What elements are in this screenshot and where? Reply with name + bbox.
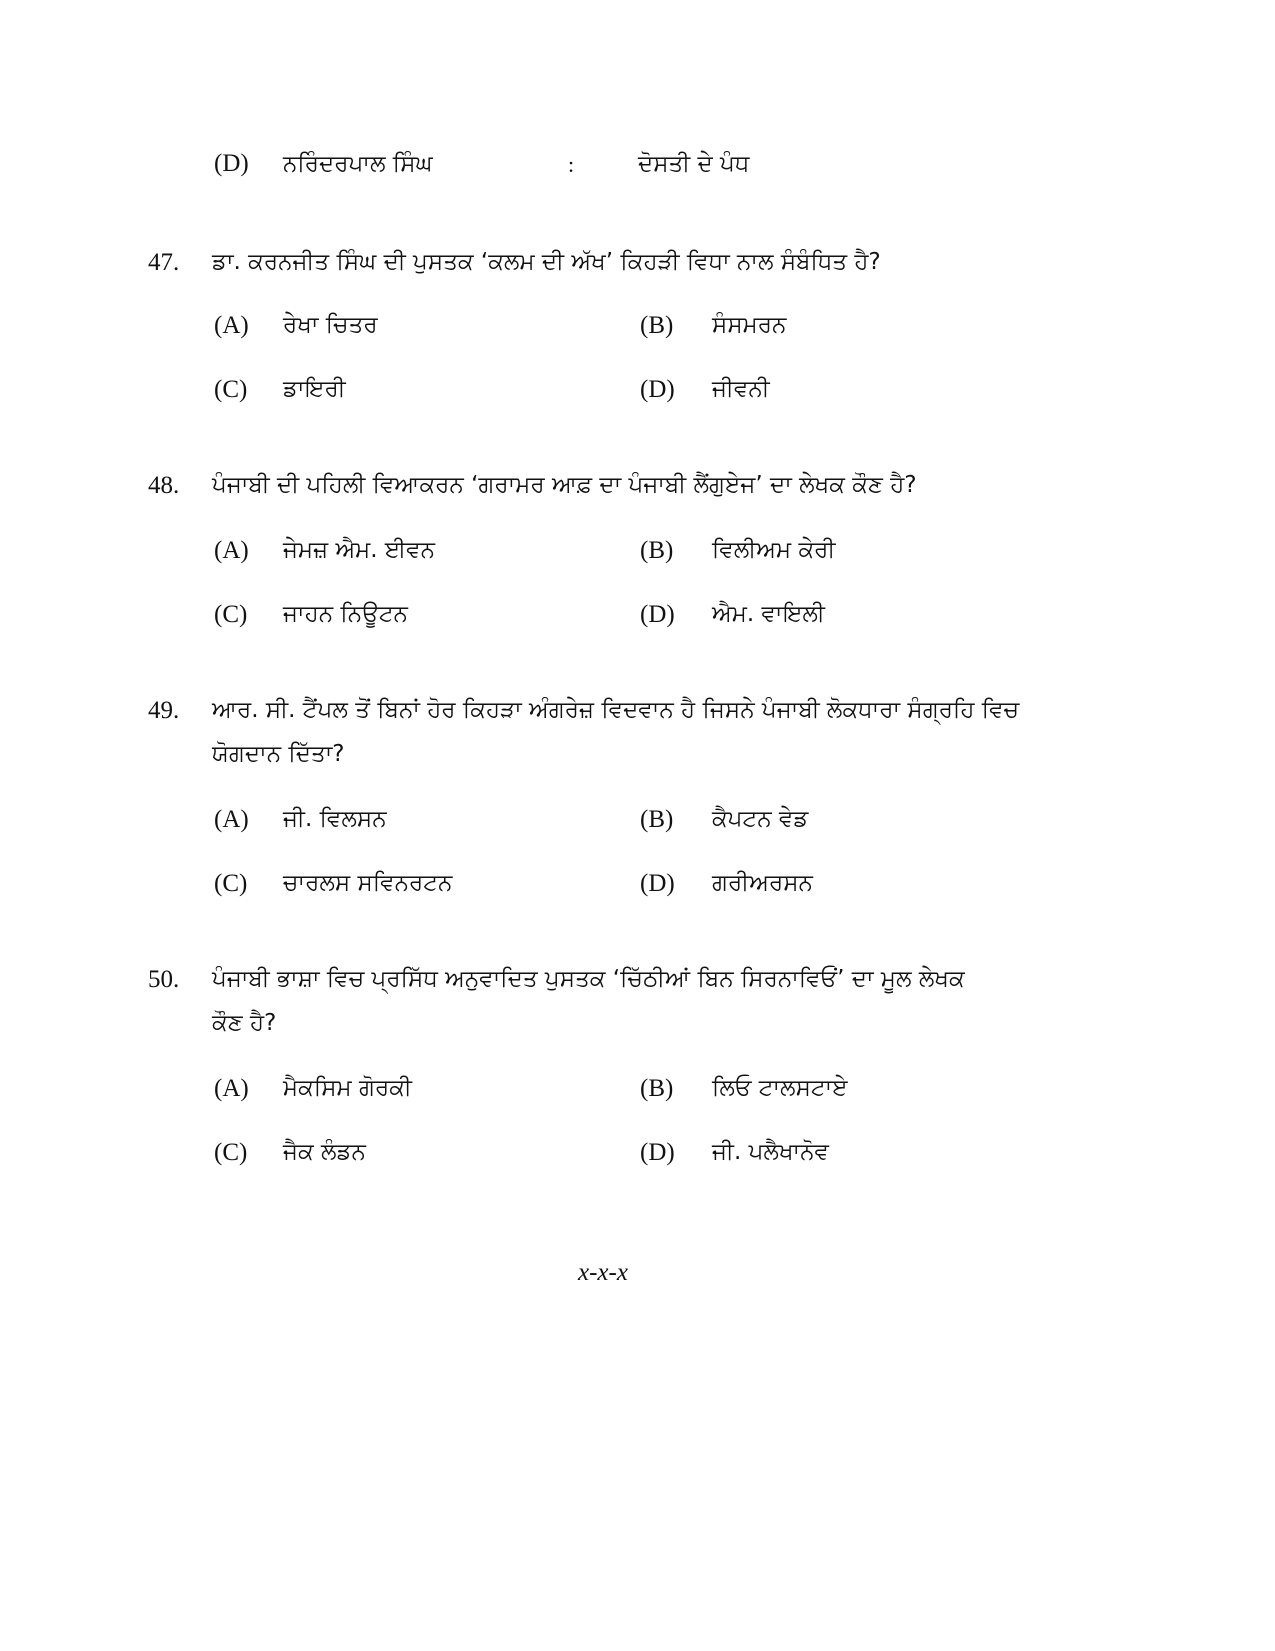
option-text: ਡਾਇਰੀ bbox=[283, 376, 346, 402]
question-text-line-2: ਕੌਣ ਹੈ? bbox=[212, 1010, 277, 1036]
option-label: (A) bbox=[214, 806, 249, 833]
option-label: (D) bbox=[640, 1139, 675, 1166]
option-text: ਲਿਓ ਟਾਲਸਟਾਏ bbox=[712, 1075, 848, 1101]
option-text: ਵਿਲੀਅਮ ਕੇਰੀ bbox=[712, 537, 836, 563]
option-text: ਜੈਕ ਲੰਡਨ bbox=[283, 1139, 366, 1165]
option-label: (B) bbox=[640, 312, 674, 339]
option-text: ਜੇਮਜ਼ ਐਮ. ਈਵਨ bbox=[283, 537, 436, 563]
option-label: (B) bbox=[640, 1075, 674, 1102]
option-text: ਮੈਕਸਿਮ ਗੋਰਕੀ bbox=[283, 1075, 412, 1101]
option-text: ਐਮ. ਵਾਇਲੀ bbox=[712, 601, 825, 627]
option-text: ਜੀਵਨੀ bbox=[712, 376, 770, 402]
option-text: ਜਾਹਨ ਨਿਊਟਨ bbox=[283, 601, 408, 627]
option-text: ਕੈਪਟਨ ਵੇਡ bbox=[712, 806, 809, 832]
question-number: 48. bbox=[148, 472, 180, 499]
question-text: ਡਾ. ਕਰਨਜੀਤ ਸਿੰਘ ਦੀ ਪੁਸਤਕ ‘ਕਲਮ ਦੀ ਅੱਖ’ ਕਿਹੜੀ ਵਿਧਾ ਨਾਲ ਸੰਬੰਧਿਤ ਹੈ? bbox=[212, 249, 881, 275]
option-label: (D) bbox=[214, 150, 249, 177]
option-label: (B) bbox=[640, 806, 674, 833]
question-text-line-1: ਪੰਜਾਬੀ ਭਾਸ਼ਾ ਵਿਚ ਪ੍ਰਸਿੱਧ ਅਨੁਵਾਦਿਤ ਪੁਸਤਕ ‘ਚਿੱਠੀਆਂ ਬਿਨ ਸਿਰਨਾਵਿਓਂ’ ਦਾ ਮੂਲ ਲੇਖਕ bbox=[212, 966, 965, 992]
option-label: (C) bbox=[214, 601, 248, 628]
option-label: (D) bbox=[640, 601, 675, 628]
option-text: ਚਾਰਲਸ ਸਵਿਨਰਟਨ bbox=[283, 870, 453, 896]
option-text: ਗਰੀਅਰਸਨ bbox=[712, 870, 813, 896]
option-label: (D) bbox=[640, 870, 675, 897]
question-number: 49. bbox=[148, 697, 180, 724]
question-number: 50. bbox=[148, 966, 180, 993]
option-work: ਦੋਸਤੀ ਦੇ ਪੰਧ bbox=[638, 151, 750, 177]
end-marker: x-x-x bbox=[578, 1259, 628, 1286]
option-label: (A) bbox=[214, 312, 249, 339]
separator: : bbox=[568, 152, 575, 177]
question-text-line-1: ਆਰ. ਸੀ. ਟੈਂਪਲ ਤੋਂ ਬਿਨਾਂ ਹੋਰ ਕਿਹੜਾ ਅੰਗਰੇਜ਼ ਵਿਦਵਾਨ ਹੈ ਜਿਸਨੇ ਪੰਜਾਬੀ ਲੋਕਧਾਰਾ ਸੰਗ੍ਰਹਿ ਵਿਚ bbox=[212, 697, 1020, 723]
option-text: ਰੇਖਾ ਚਿਤਰ bbox=[283, 312, 378, 338]
question-text: ਪੰਜਾਬੀ ਦੀ ਪਹਿਲੀ ਵਿਆਕਰਨ ‘ਗਰਾਮਰ ਆਫ਼ ਦਾ ਪੰਜਾਬੀ ਲੈਂਗੁਏਜ’ ਦਾ ਲੇਖਕ ਕੌਣ ਹੈ? bbox=[212, 472, 917, 498]
question-number: 47. bbox=[148, 249, 180, 276]
option-label: (C) bbox=[214, 1139, 248, 1166]
question-text-line-2: ਯੋਗਦਾਨ ਦਿੱਤਾ? bbox=[212, 741, 345, 767]
option-text: ਜੀ. ਪਲੈਖਾਨੋਵ bbox=[712, 1139, 829, 1165]
option-label: (C) bbox=[214, 870, 248, 897]
option-label: (C) bbox=[214, 376, 248, 403]
option-text: ਜੀ. ਵਿਲਸਨ bbox=[283, 806, 387, 832]
option-label: (A) bbox=[214, 537, 249, 564]
option-label: (D) bbox=[640, 376, 675, 403]
option-label: (B) bbox=[640, 537, 674, 564]
option-author: ਨਰਿੰਦਰਪਾਲ ਸਿੰਘ bbox=[283, 151, 433, 177]
option-text: ਸੰਸਮਰਨ bbox=[712, 312, 787, 338]
option-label: (A) bbox=[214, 1075, 249, 1102]
